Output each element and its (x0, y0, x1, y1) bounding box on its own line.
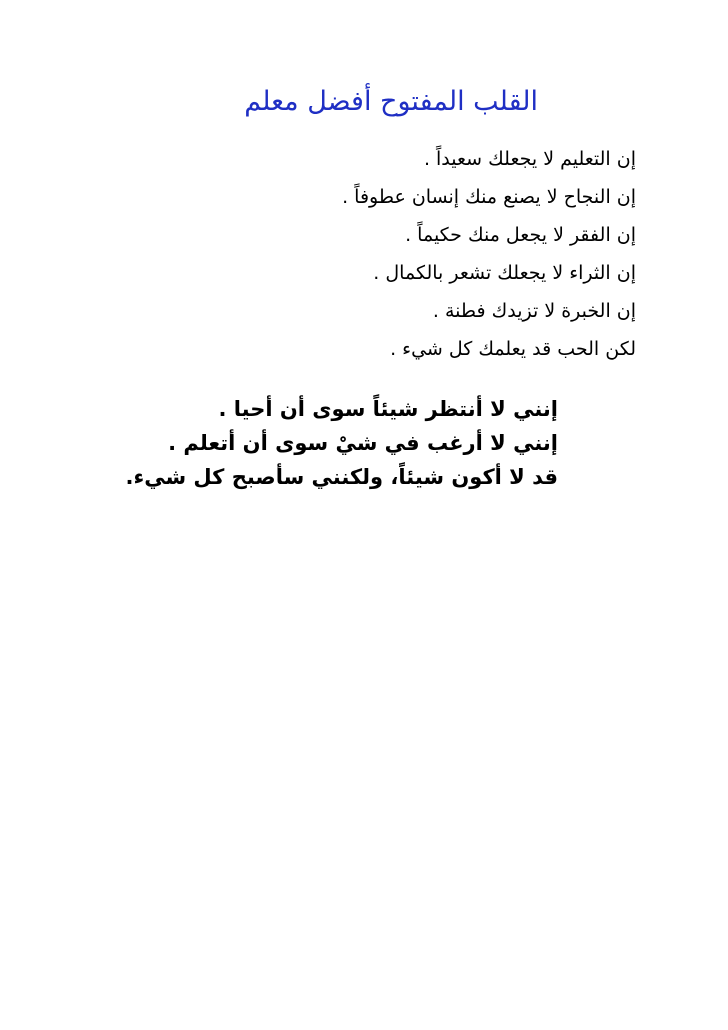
statement-line: إن الخبرة لا تزيدك فطنة . (432, 300, 636, 322)
statement-line: لكن الحب قد يعلمك كل شيء . (390, 338, 636, 360)
closing-verse (126, 392, 559, 494)
statement-line: إن النجاح لا يصنع منك إنسان عطوفاً . (342, 186, 636, 208)
statements-list (342, 140, 636, 368)
closing-line: قد لا أكون شيئاً، ولكنني سأصبح كل شيء. (125, 465, 558, 489)
statement-line: إن الفقر لا يجعل منك حكيماً . (405, 224, 636, 246)
statement-line: إن التعليم لا يجعلك سعيداً . (423, 148, 636, 170)
statement-line: إن الثراء لا يجعلك تشعر بالكمال . (373, 262, 636, 284)
closing-line: إنني لا أرغب في شيْ سوى أن أتعلم . (168, 431, 558, 455)
closing-line: إنني لا أنتظر شيئاً سوى أن أحيا . (218, 397, 558, 421)
document-title: القلب المفتوح أفضل معلم (244, 86, 538, 117)
